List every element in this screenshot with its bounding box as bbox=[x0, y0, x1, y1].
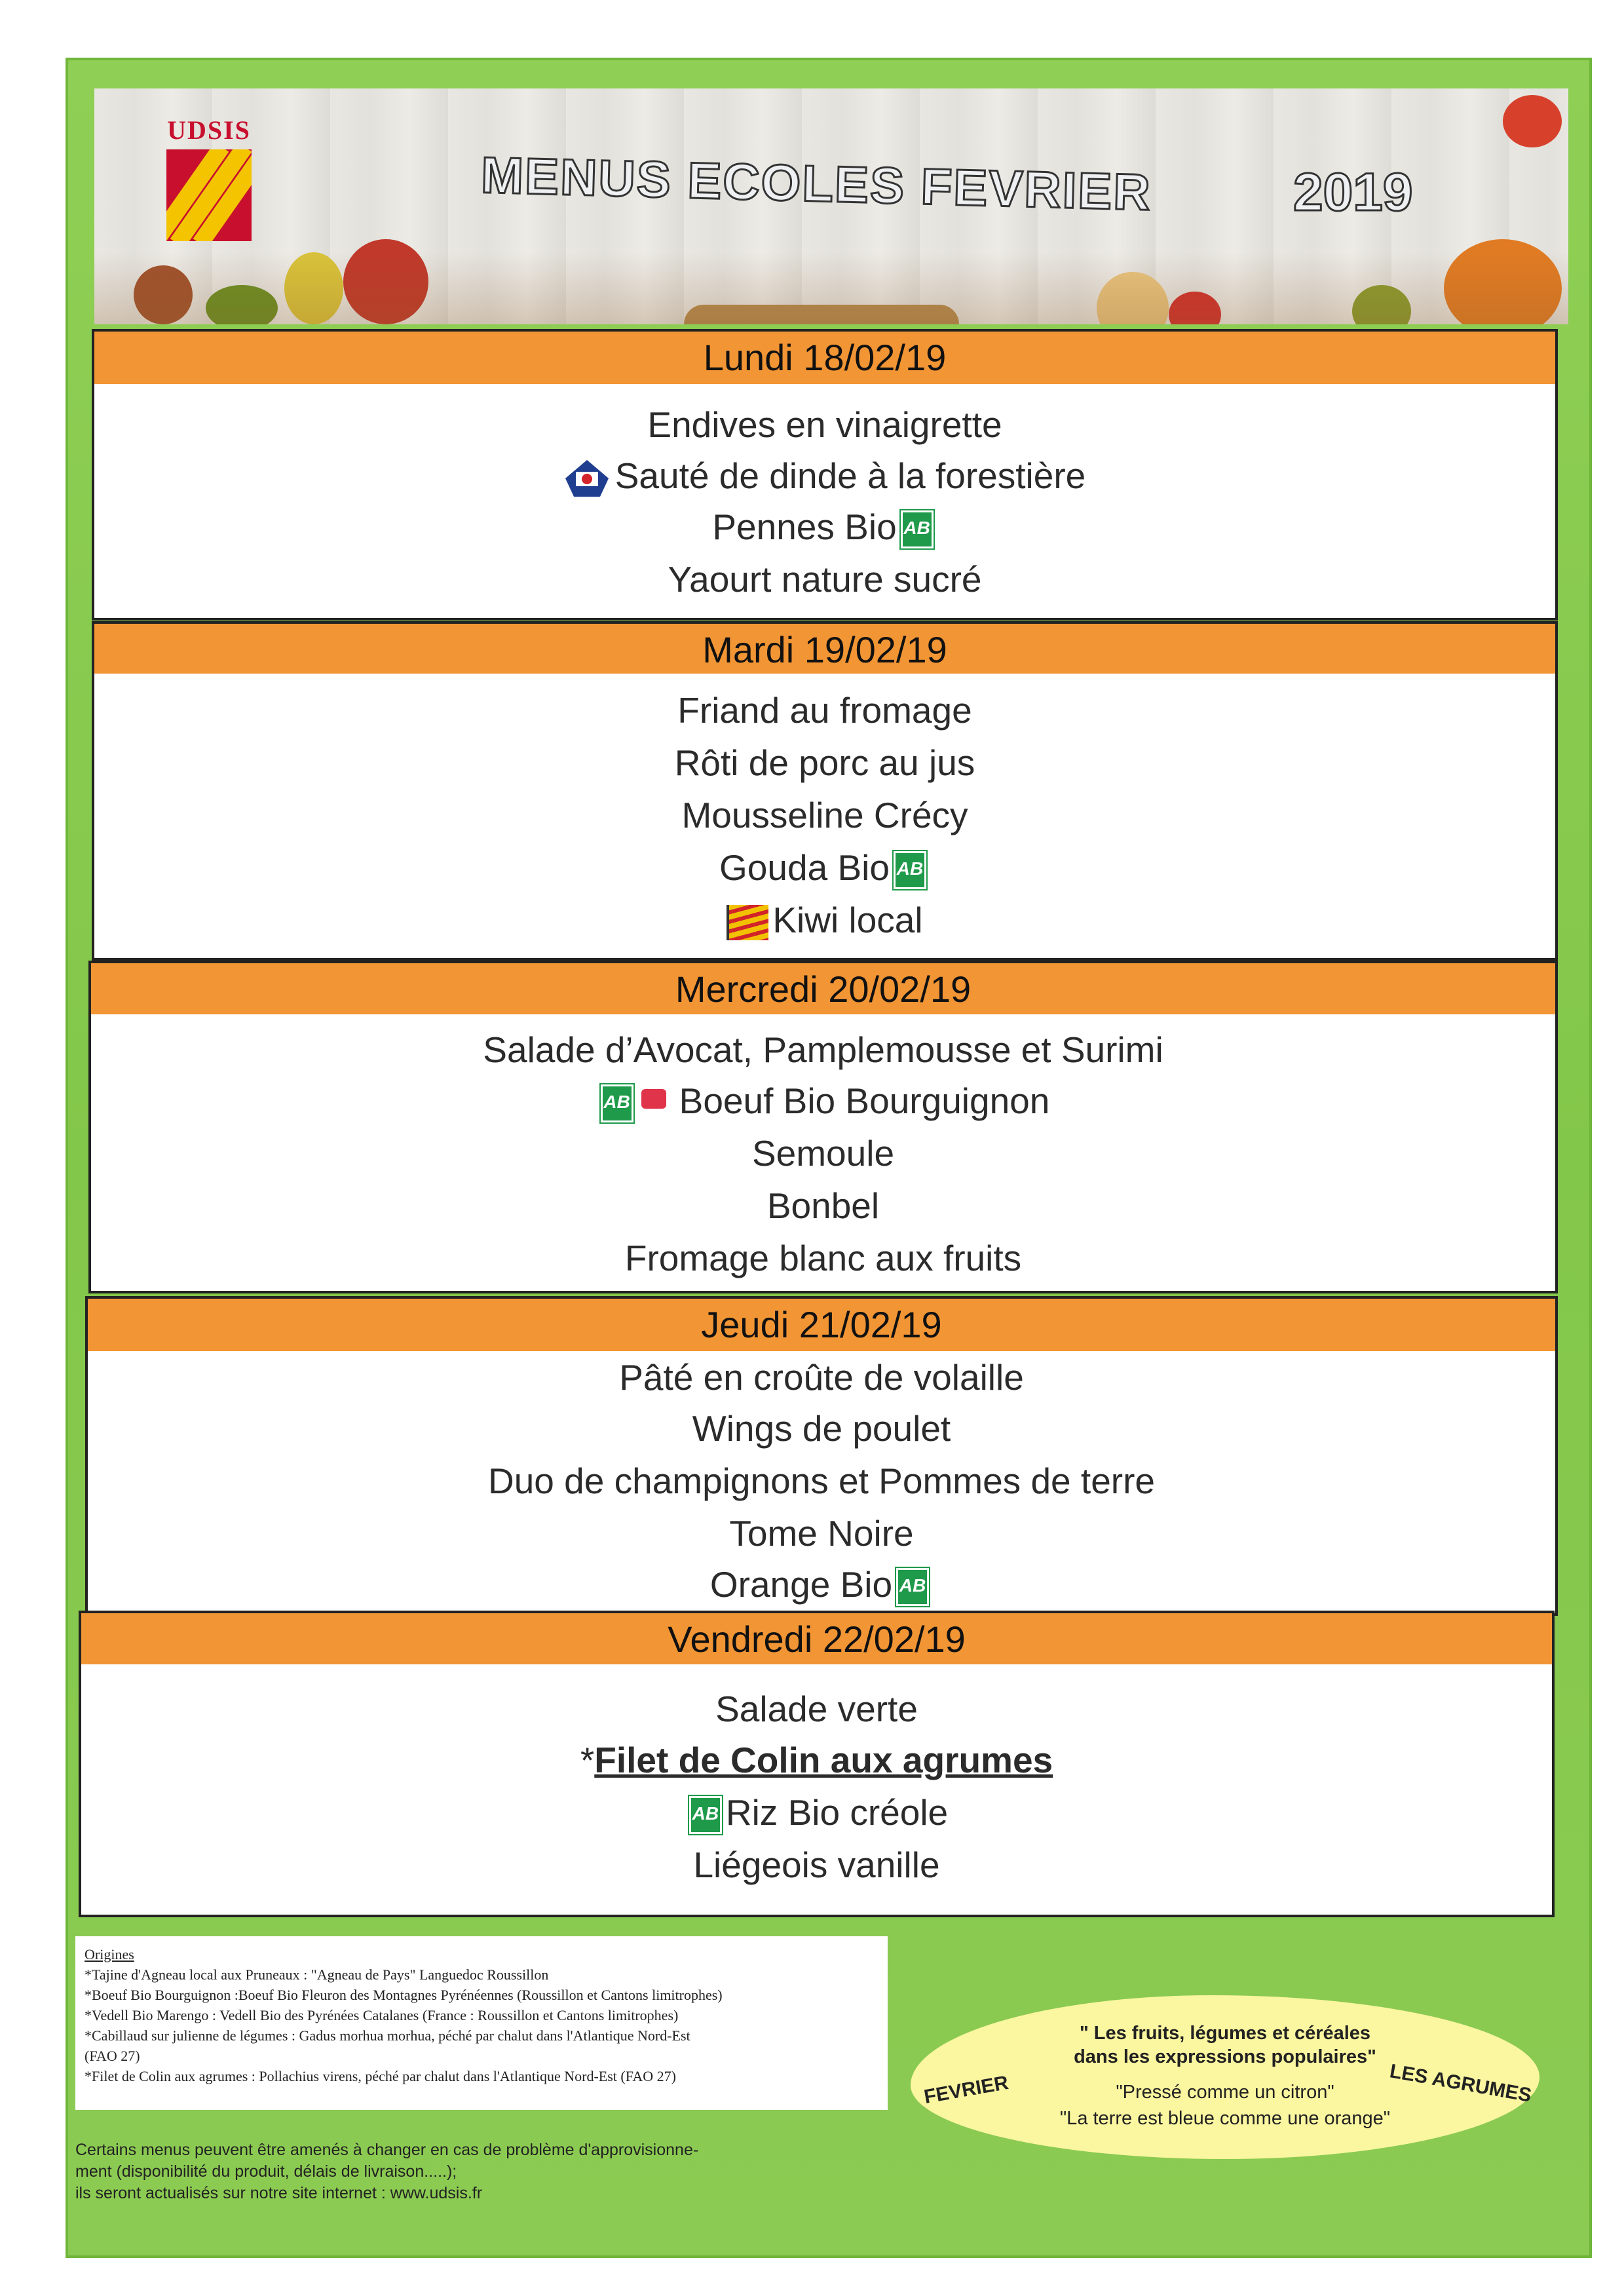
tomato-top-decoration bbox=[1503, 95, 1562, 147]
logo-text: UDSIS bbox=[167, 115, 251, 145]
origins-line: *Boeuf Bio Bourguignon :Boeuf Bio Fleuron des Montagnes Pyrénéennes (Roussillon et Cantons limitrophes) bbox=[85, 1987, 723, 2003]
menu-item: Tome Noire bbox=[729, 1513, 914, 1554]
logo-emblem bbox=[166, 149, 252, 241]
menu-item: Fromage blanc aux fruits bbox=[624, 1238, 1022, 1278]
day-header-jeudi: Jeudi 21/02/19 bbox=[85, 1296, 1558, 1354]
bio-ab-icon: AB bbox=[689, 1796, 722, 1834]
menu-item: Orange Bio AB bbox=[88, 1563, 1555, 1606]
origins-line: (FAO 27) bbox=[85, 2048, 140, 2064]
origins-line: *Cabillaud sur julienne de légumes : Gadus morhua morhua, péché par chalut dans l'Atlantique Nord-Est bbox=[85, 2027, 690, 2044]
menu-item: Rôti de porc au jus bbox=[674, 742, 975, 783]
apple-decoration bbox=[343, 239, 428, 324]
page-title: MENUS ECOLES FEVRIER bbox=[480, 145, 1152, 221]
origins-box bbox=[75, 1936, 888, 2110]
menu-item: Salade verte bbox=[715, 1689, 918, 1729]
menu-item: Friand au fromage bbox=[677, 690, 972, 731]
header-banner bbox=[94, 88, 1568, 324]
day-body-mercredi bbox=[88, 1014, 1558, 1293]
notice-line: ment (disponibilité du produit, délais de livraison.....); bbox=[75, 2162, 457, 2181]
menu-item: Salade d’Avocat, Pamplemousse et Surimi bbox=[483, 1029, 1163, 1070]
bio-ab-icon: AB bbox=[896, 1568, 929, 1606]
udsis-logo bbox=[160, 115, 258, 241]
menu-item: Wings de poulet bbox=[692, 1408, 951, 1449]
bubble-quotes: "Pressé comme un citron" "La terre est bleue comme une orange" bbox=[1059, 2082, 1391, 2129]
menu-item: Gouda Bio AB bbox=[94, 847, 1555, 889]
day-header-mercredi: Mercredi 20/02/19 bbox=[88, 961, 1558, 1017]
pumpkin-decoration bbox=[1444, 239, 1562, 324]
menu-item: Liégeois vanille bbox=[693, 1845, 940, 1885]
bio-ab-icon: AB bbox=[894, 851, 926, 889]
notice-line: ils seront actualisés sur notre site internet : www.udsis.fr bbox=[75, 2184, 483, 2202]
boeuf-label-icon bbox=[637, 1086, 670, 1120]
day-header-mardi: Mardi 19/02/19 bbox=[92, 621, 1558, 676]
origins-heading: Origines bbox=[85, 1946, 134, 1962]
menu-item bbox=[81, 1739, 1552, 1781]
bio-ab-icon: AB bbox=[901, 510, 934, 548]
menu-item: Kiwi local bbox=[94, 899, 1555, 941]
bubble-heading: " Les fruits, légumes et céréales dans les expressions populaires" bbox=[1074, 2023, 1376, 2067]
day-body-mardi bbox=[92, 674, 1558, 961]
featured-dish: Filet de Colin aux agrumes bbox=[594, 1740, 1053, 1780]
page-year: 2019 bbox=[1293, 163, 1413, 222]
day-body-jeudi bbox=[85, 1351, 1558, 1616]
menu-item: AB Boeuf Bio Bourguignon bbox=[91, 1080, 1555, 1122]
menu-item: Bonbel bbox=[766, 1185, 880, 1226]
theme-bubble bbox=[911, 1995, 1539, 2159]
tomato-decoration bbox=[1169, 292, 1221, 324]
day-body-lundi bbox=[92, 384, 1558, 621]
volaille-francaise-icon bbox=[564, 459, 610, 498]
menu-item: Pâté en croûte de volaille bbox=[619, 1357, 1024, 1398]
day-header-lundi: Lundi 18/02/19 bbox=[92, 329, 1558, 387]
bio-ab-icon: AB bbox=[601, 1084, 633, 1122]
menu-item: Semoule bbox=[751, 1133, 895, 1174]
asterisk: * bbox=[580, 1740, 595, 1780]
day-header-vendredi: Vendredi 22/02/19 bbox=[79, 1611, 1555, 1667]
notice-line: Certains menus peuvent être amenés à changer en cas de problème d'approvisionne- bbox=[75, 2141, 699, 2159]
menu-item: Yaourt nature sucré bbox=[668, 559, 982, 600]
kiwi-decoration bbox=[1352, 285, 1411, 324]
onion-decoration bbox=[134, 265, 193, 324]
catalan-flag-icon bbox=[727, 905, 768, 940]
menu-item: Sauté de dinde à la forestière bbox=[94, 455, 1555, 498]
pear-decoration bbox=[284, 252, 343, 324]
grapes-decoration bbox=[206, 285, 278, 324]
origins-line: *Vedell Bio Marengo : Vedell Bio des Pyrénées Catalanes (France : Roussillon et Cantons limitrophes) bbox=[85, 2007, 679, 2023]
menu-item: AB Riz Bio créole bbox=[81, 1791, 1552, 1834]
menu-item: Duo de champignons et Pommes de terre bbox=[487, 1461, 1156, 1501]
nuts-decoration bbox=[684, 305, 959, 324]
origins-line: *Tajine d'Agneau local aux Pruneaux : "Agneau de Pays" Languedoc Roussillon bbox=[85, 1966, 549, 1983]
notice-text bbox=[75, 2139, 927, 2204]
menu-item: Pennes Bio AB bbox=[94, 506, 1555, 548]
menu-item: Mousseline Crécy bbox=[681, 795, 968, 835]
origins-line: *Filet de Colin aux agrumes : Pollachius virens, péché par chalut dans l'Atlantique Nord-Est (FAO 27) bbox=[85, 2068, 676, 2084]
menu-item: Endives en vinaigrette bbox=[647, 404, 1002, 445]
day-body-vendredi bbox=[79, 1664, 1555, 1917]
melon-decoration bbox=[1097, 272, 1169, 324]
bubble-month: FEVRIER bbox=[922, 2071, 1010, 2109]
bubble-theme: LES AGRUMES bbox=[1388, 2060, 1534, 2107]
